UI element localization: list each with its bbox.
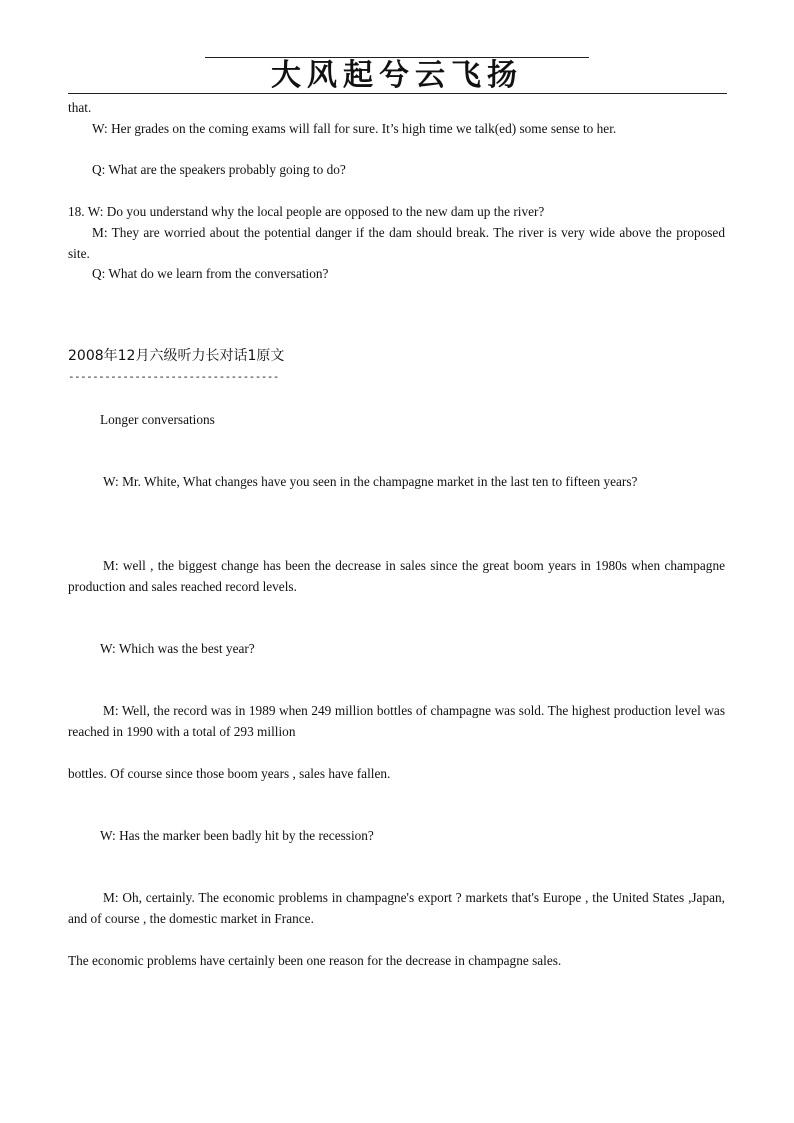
dialogue-line-6: W: Has the marker been badly hit by the recession? bbox=[100, 828, 374, 843]
section-rule: ----------------------------------- bbox=[68, 370, 279, 383]
dialogue-line-1: W: Mr. White, What changes have you seen in the champagne market in the last ten to fifteen years? bbox=[103, 474, 638, 489]
intro-line-that: that. bbox=[68, 100, 92, 115]
header-title: 大风起兮云飞扬 bbox=[271, 58, 523, 93]
section-title: 2008年12月六级听力长对话1原文 bbox=[68, 348, 285, 364]
dialogue-line-3: W: Which was the best year? bbox=[100, 641, 255, 656]
intro-m18: M: They are worried about the potential danger if the dam should break. The river is very wide above the proposed site. bbox=[68, 225, 725, 261]
section-subtitle: Longer conversations bbox=[100, 412, 215, 427]
dialogue-line-2: M: well , the biggest change has been the decrease in sales since the great boom years in 1980s when champagne production and sales reached record levels. bbox=[68, 558, 725, 594]
dialogue-line-8: The economic problems have certainly been one reason for the decrease in champagne sales. bbox=[68, 953, 562, 968]
intro-q17: Q: What are the speakers probably going to do? bbox=[92, 162, 346, 177]
intro-q18: Q: What do we learn from the conversation? bbox=[92, 266, 329, 281]
intro-w17: W: Her grades on the coming exams will fall for sure. It’s high time we talk(ed) some sense to her. bbox=[92, 121, 617, 136]
dialogue-line-7: M: Oh, certainly. The economic problems in champagne's export ? markets that's Europe , the United States ,Japan, and of course , the domestic market in France. bbox=[68, 890, 725, 926]
header-rule-bottom bbox=[68, 93, 727, 94]
dialogue-line-4: M: Well, the record was in 1989 when 249 million bottles of champagne was sold. The highest production level was reached in 1990 with a total of 293 million bbox=[68, 703, 725, 739]
dialogue-line-5: bottles. Of course since those boom years , sales have fallen. bbox=[68, 766, 391, 781]
intro-w18: 18. W: Do you understand why the local people are opposed to the new dam up the river? bbox=[68, 204, 545, 219]
